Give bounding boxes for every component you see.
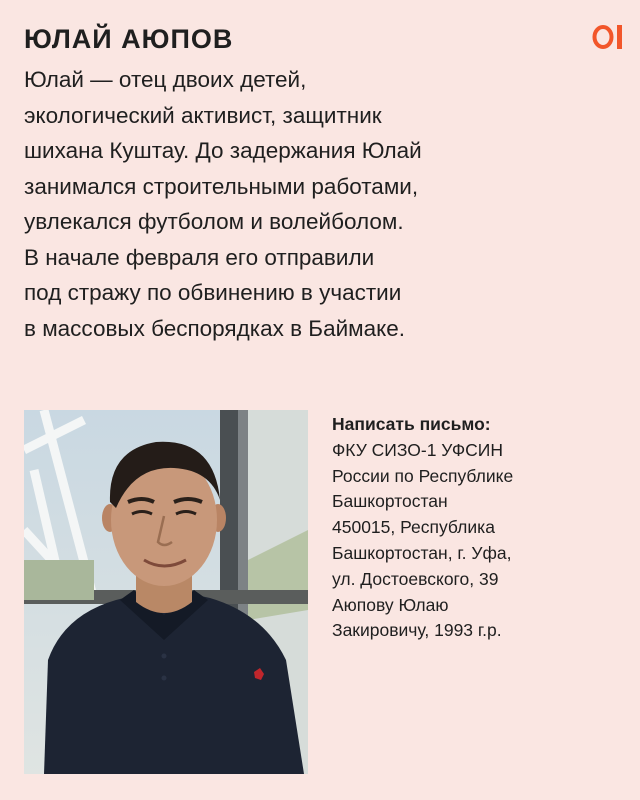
letter-heading: Написать письмо: [332,414,491,434]
page-title: ЮЛАЙ АЮПОВ [24,24,234,54]
bio-line: экологический активист, защитник [24,102,382,128]
bio-line: В начале февраля его отправили [24,244,375,270]
bio-line: шихана Куштау. До задержания Юлай [24,138,422,163]
address-line: Башкортостан, г. Уфа, [332,542,512,563]
bio-line: Юлай — отец двоих детей, [24,67,307,92]
letter-address-block [332,412,622,644]
address-line: ФКУ СИЗО-1 УФСИН [332,439,503,460]
portrait-photo [24,410,308,774]
bio-line: занимался строительными работами, [24,173,419,199]
address-line: Аюпову Юлаю [332,594,449,615]
address-line: Башкортостан [332,491,448,512]
address-line: 450015, Республика [332,517,495,538]
bio-text [24,62,614,346]
address-line: России по Республике [332,465,514,486]
address-line: Закировичу, 1993 г.р. [332,620,502,641]
outlet-logo-icon [592,24,626,50]
address-line: ул. Достоевского, 39 [332,568,499,589]
bio-line: увлекался футболом и волейболом. [24,209,404,234]
bio-line: в массовых беспорядках в Баймаке. [24,315,405,341]
bio-line: под стражу по обвинению в участии [24,280,402,305]
